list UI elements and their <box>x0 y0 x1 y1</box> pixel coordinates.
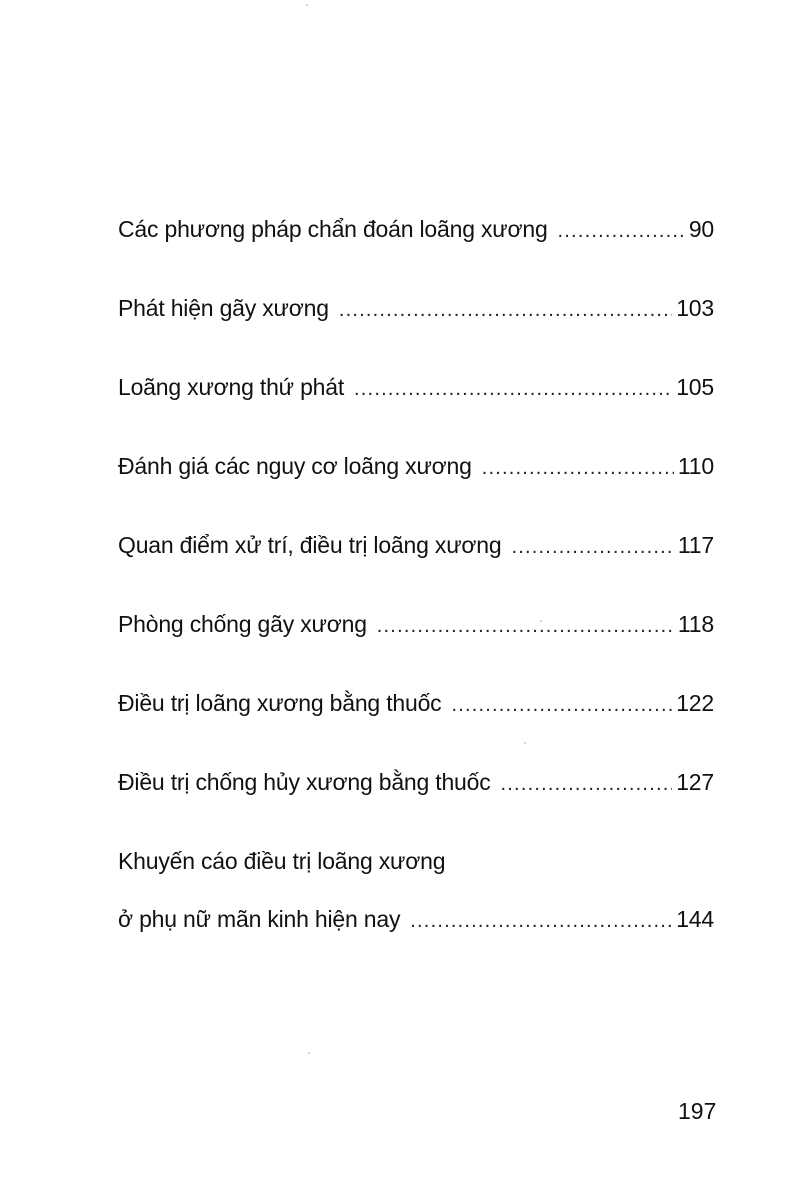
toc-entry-page: 103 <box>676 295 714 321</box>
toc-entry-title: Loãng xương thứ phát <box>118 374 345 400</box>
toc-entry-title: Điều trị loãng xương bằng thuốc <box>118 690 442 716</box>
dot-leader <box>558 215 685 247</box>
toc-entry-title: Các phương pháp chẩn đoán loãng xương <box>118 216 548 242</box>
toc-entry[interactable] <box>118 292 714 324</box>
dot-leader <box>354 373 672 405</box>
dot-leader <box>339 294 672 326</box>
toc-entry-page: 118 <box>677 611 714 637</box>
toc-entry-line2 <box>118 903 714 935</box>
toc-entry[interactable] <box>118 687 714 719</box>
toc-entry-page: 90 <box>688 216 714 242</box>
toc-entry-page: 110 <box>677 453 714 479</box>
page-number: 197 <box>678 1098 717 1124</box>
toc-entry-title: Phát hiện gãy xương <box>118 295 329 321</box>
toc-entry-title: Đánh giá các nguy cơ loãng xương <box>118 453 472 479</box>
dot-leader <box>377 610 674 642</box>
dot-leader <box>410 905 672 937</box>
toc-entry-title-line1: Khuyến cáo điều trị loãng xương <box>118 848 446 874</box>
toc-entry-title: Điều trị chống hủy xương bằng thuốc <box>118 769 491 795</box>
table-of-contents <box>118 213 714 935</box>
toc-entry-title: Quan điểm xử trí, điều trị loãng xương <box>118 532 502 558</box>
dot-leader <box>501 768 673 800</box>
toc-entry-page: 127 <box>676 769 714 795</box>
dot-leader <box>511 531 673 563</box>
toc-entry[interactable] <box>118 371 714 403</box>
toc-entry[interactable] <box>118 766 714 798</box>
scan-speck <box>306 4 308 6</box>
toc-entry-multiline[interactable] <box>118 845 714 935</box>
toc-entry[interactable] <box>118 213 714 245</box>
dot-leader <box>482 452 674 484</box>
toc-entry-title-line2: ở phụ nữ mãn kinh hiện nay <box>118 906 401 932</box>
toc-entry-title: Phòng chống gãy xương <box>118 611 367 637</box>
toc-entry[interactable] <box>118 608 714 640</box>
toc-entry[interactable] <box>118 529 714 561</box>
toc-entry-page: 105 <box>676 374 714 400</box>
toc-entry-page: 144 <box>676 906 714 932</box>
dot-leader <box>451 689 672 721</box>
toc-entry-page: 122 <box>676 690 714 716</box>
toc-entry-page: 117 <box>677 532 714 558</box>
scan-speck <box>308 1052 310 1054</box>
toc-entry[interactable] <box>118 450 714 482</box>
